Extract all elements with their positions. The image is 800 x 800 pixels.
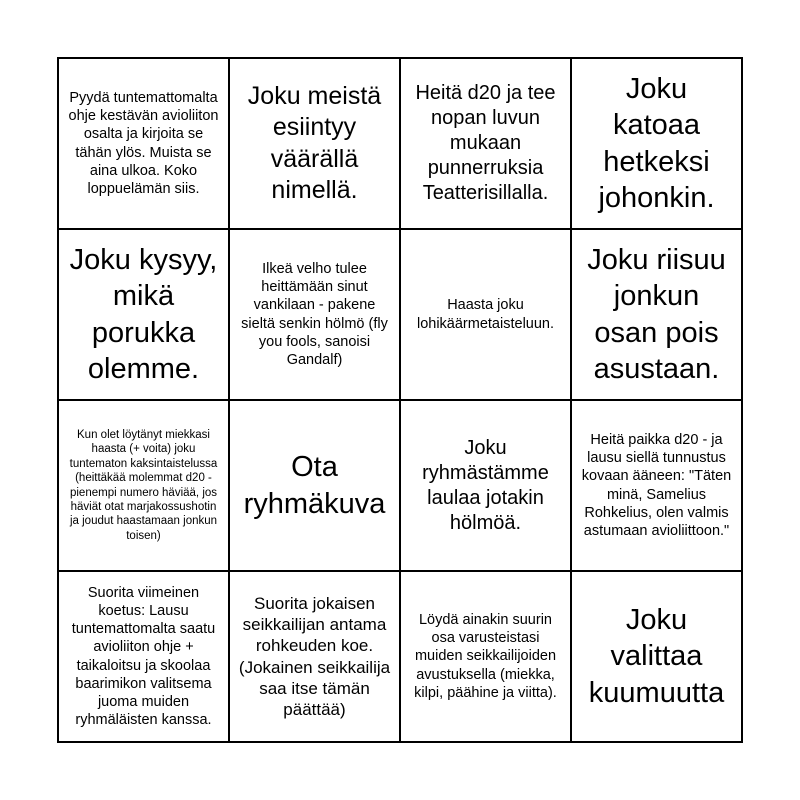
cell-text: Haasta joku lohikäärmetaisteluun. [416,297,555,332]
bingo-grid [57,57,743,743]
bingo-cell[interactable] [58,58,229,229]
cell-text: Joku meistä esiintyy väärällä nimellä. [247,82,382,204]
cell-text: Löydä ainakin suurin osa varusteistasi muiden seikkailijoiden avustuksella (miekka, kilpi, päähine ja viitta). [414,612,557,701]
bingo-cell[interactable] [571,58,742,229]
cell-text: Ota ryhmäkuva [243,451,386,520]
bingo-cell[interactable] [400,229,571,400]
bingo-cell[interactable] [58,229,229,400]
bingo-cell[interactable] [229,571,400,742]
bingo-cell[interactable] [571,400,742,571]
cell-text: Joku ryhmästämme laulaa jotakin hölmöä. [422,436,549,534]
cell-text: Suorita viimeinen koetus: Lausu tuntemattomalta saatu avioliiton ohje + taikaloitsu ja skoolaa baarimikon valitsema juoma muiden ryhmäläisten kanssa. [71,585,216,728]
cell-text: Heitä d20 ja tee nopan luvun mukaan punnerruksia Teatterisillalla. [415,82,556,204]
bingo-cell[interactable] [58,400,229,571]
bingo-cell[interactable] [571,571,742,742]
cell-text: Ilkeä velho tulee heittämään sinut vankilaan - pakene sieltä senkin hölmö (fly you fools, sanoisi Gandalf) [241,261,388,368]
bingo-cell[interactable] [400,400,571,571]
cell-text: Suorita jokaisen seikkailijan antama rohkeuden koe. (Jokainen seikkailija saa itse tämän päättää) [238,593,391,719]
cell-text: Pyydä tuntemattomalta ohje kestävän avioliiton osalta ja kirjoita se tähän ylös. Muista se aina ulkoa. Koko loppuelämän siis. [68,90,219,197]
bingo-cell[interactable] [229,400,400,571]
bingo-cell[interactable] [400,58,571,229]
cell-text: Joku kysyy, mikä porukka olemme. [69,244,218,385]
bingo-cell[interactable] [400,571,571,742]
cell-text: Joku riisuu jonkun osan pois asustaan. [587,244,726,385]
bingo-cell[interactable] [58,571,229,742]
bingo-cell[interactable] [571,229,742,400]
cell-text: Kun olet löytänyt miekkasi haasta (+ voita) joku tuntematon kaksintaistelussa (heittäkää molemmat d20 - pienempi numero häviää, jos häviät otat marjakossushotin ja joudut haastamaan jonkun toisen) [69,429,218,542]
cell-text: Joku valittaa kuumuutta [588,604,725,709]
cell-text: Heitä paikka d20 - ja lausu siellä tunnustus kovaan ääneen: "Täten minä, Samelius Rohkelius, olen valmis astumaan avioliittoon." [581,432,732,539]
bingo-cell[interactable] [229,229,400,400]
cell-text: Joku katoaa hetkeksi johonkin. [598,73,715,214]
bingo-cell[interactable] [229,58,400,229]
